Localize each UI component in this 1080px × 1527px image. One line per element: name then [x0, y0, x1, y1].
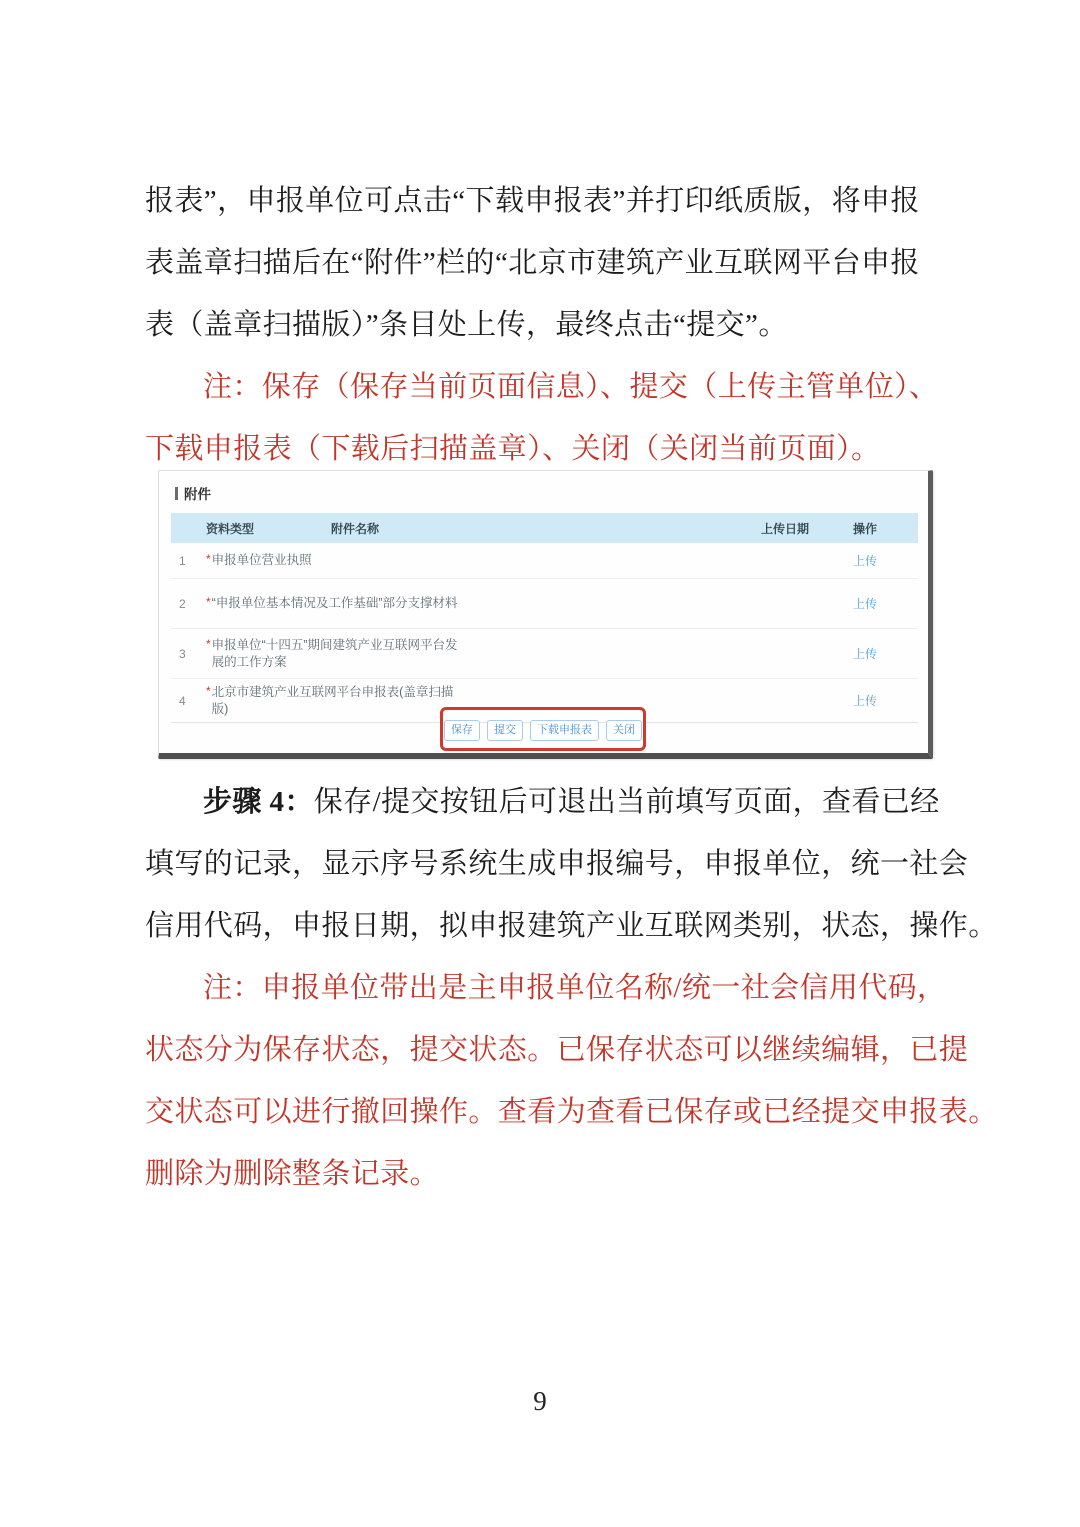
- material-name: 申报单位“十四五”期间建筑产业互联网平台发展的工作方案: [211, 637, 458, 669]
- embedded-screenshot: [158, 470, 933, 759]
- text-line: 注：保存（保存当前页面信息）、提交（上传主管单位）、: [203, 371, 939, 403]
- text-line: 状态分为保存状态，提交状态。已保存状态可以继续编辑，已提: [145, 1034, 969, 1066]
- material-name: “申报单位基本情况及工作基础”部分支撑材料: [211, 596, 458, 610]
- operation-cell: [853, 692, 918, 709]
- row-index: 4: [179, 693, 186, 708]
- upload-link[interactable]: 上传: [853, 694, 878, 708]
- material-name: 申报单位营业执照: [211, 553, 312, 567]
- attachments-table: [171, 513, 918, 723]
- material-name-cell: [206, 595, 526, 612]
- text-line: 交状态可以进行撤回操作。查看为查看已保存或已经提交申报表。: [145, 1096, 998, 1128]
- table-header-row: [171, 513, 918, 543]
- highlight-box: [440, 707, 646, 751]
- text-line: 注：申报单位带出是主申报单位名称/统一社会信用代码，: [203, 972, 947, 1004]
- step4-label: 步骤 4：: [203, 786, 314, 818]
- material-name-cell: [206, 637, 526, 671]
- page-number: 9: [533, 1386, 547, 1416]
- header-material-type: 资料类型: [206, 521, 255, 536]
- text-line: 删除为删除整条记录。: [145, 1158, 440, 1190]
- material-name: 北京市建筑产业互联网平台申报表(盖章扫描版): [211, 684, 454, 716]
- row-index: 3: [179, 646, 186, 661]
- upload-link[interactable]: 上传: [853, 554, 878, 568]
- paragraph-intro: [145, 170, 980, 356]
- header-upload-date: 上传日期: [761, 521, 810, 536]
- required-asterisk: *: [206, 683, 211, 698]
- required-asterisk: *: [206, 552, 211, 566]
- required-asterisk: *: [206, 636, 211, 651]
- close-button[interactable]: 关闭: [606, 720, 642, 741]
- save-button[interactable]: 保存: [444, 720, 480, 741]
- text-line: 填写的记录，显示序号系统生成申报编号，申报单位，统一社会: [145, 848, 969, 880]
- material-name-cell: [206, 552, 526, 569]
- text-line: 下载申报表（下载后扫描盖章）、关闭（关闭当前页面）。: [145, 433, 881, 465]
- header-operation: 操作: [853, 521, 878, 536]
- note-status: [145, 957, 998, 1205]
- required-asterisk: *: [206, 595, 211, 609]
- download-form-button[interactable]: 下载申报表: [530, 720, 599, 741]
- text-line: 表（盖章扫描版）”条目处上传，最终点击“提交”。: [145, 309, 788, 341]
- header-attachment-name: 附件名称: [331, 521, 380, 536]
- title-bar-marker-icon: [175, 487, 178, 500]
- upload-link[interactable]: 上传: [853, 647, 878, 661]
- submit-button[interactable]: 提交: [487, 720, 523, 741]
- row-index: 1: [179, 553, 186, 568]
- text-line: 信用代码，申报日期，拟申报建筑产业互联网类别，状态，操作。: [145, 910, 998, 942]
- note-save-submit: [145, 356, 980, 480]
- operation-cell: [853, 552, 918, 569]
- text-line: 表盖章扫描后在“附件”栏的“北京市建筑产业互联网平台申报: [145, 247, 920, 279]
- upload-link[interactable]: 上传: [853, 597, 878, 611]
- table-row: [171, 629, 918, 679]
- operation-cell: [853, 645, 918, 662]
- table-row: [171, 579, 918, 629]
- attachments-panel-title-text: 附件: [184, 487, 211, 502]
- paragraph-step4: [145, 771, 998, 957]
- text-line: 保存/提交按钮后可退出当前填写页面，查看已经: [313, 786, 940, 818]
- text-line: 报表”，申报单位可点击“下载申报表”并打印纸质版，将申报: [145, 185, 920, 217]
- attachments-panel-title: [175, 483, 211, 503]
- table-row: [171, 543, 918, 579]
- row-index: 2: [179, 596, 186, 611]
- operation-cell: [853, 595, 918, 612]
